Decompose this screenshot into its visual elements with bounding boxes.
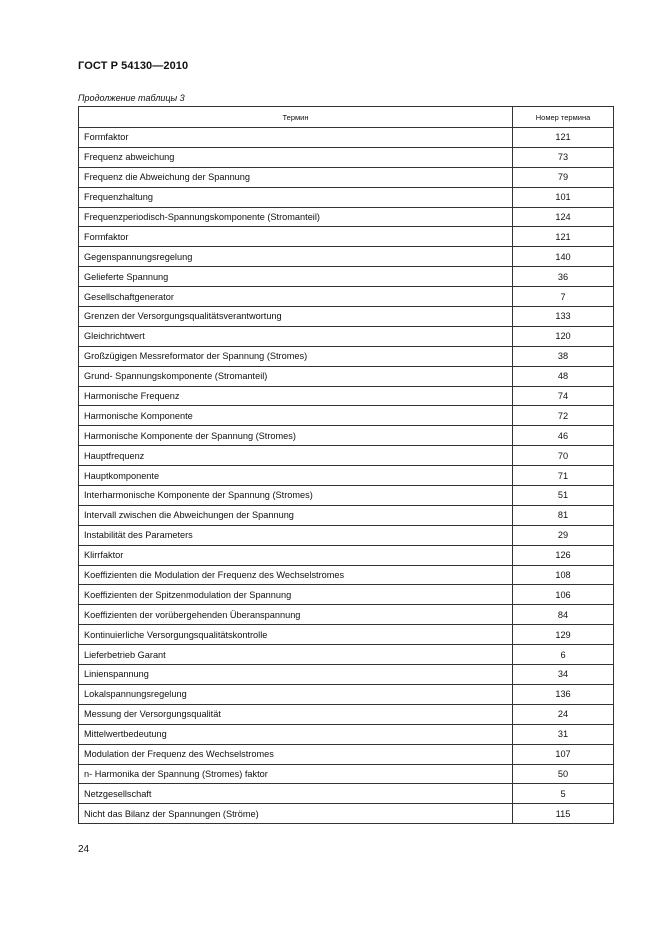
term-cell: Grund- Spannungskomponente (Stromanteil) <box>79 366 513 386</box>
term-cell: Lieferbetrieb Garant <box>79 645 513 665</box>
table-row <box>79 207 614 227</box>
term-number-cell: 115 <box>513 804 614 824</box>
table-row <box>79 724 614 744</box>
term-number-cell: 5 <box>513 784 614 804</box>
table-row <box>79 287 614 307</box>
table-row <box>79 426 614 446</box>
term-number-cell: 24 <box>513 704 614 724</box>
table-row <box>79 665 614 685</box>
table-row <box>79 406 614 426</box>
term-number-cell: 71 <box>513 466 614 486</box>
term-cell: Netzgesellschaft <box>79 784 513 804</box>
table-row <box>79 684 614 704</box>
term-number-cell: 51 <box>513 486 614 506</box>
term-number-cell: 50 <box>513 764 614 784</box>
term-number-cell: 120 <box>513 326 614 346</box>
table-row <box>79 804 614 824</box>
term-cell: Intervall zwischen die Abweichungen der Spannung <box>79 505 513 525</box>
column-header-term: Термин <box>79 107 513 128</box>
term-cell: Harmonische Frequenz <box>79 386 513 406</box>
term-cell: Instabilität des Parameters <box>79 525 513 545</box>
term-number-cell: 106 <box>513 585 614 605</box>
table-row <box>79 267 614 287</box>
term-cell: Frequenzhaltung <box>79 187 513 207</box>
term-cell: Großzügigen Messreformator der Spannung (Stromes) <box>79 346 513 366</box>
term-number-cell: 124 <box>513 207 614 227</box>
table-row <box>79 446 614 466</box>
table-row <box>79 605 614 625</box>
table-row <box>79 744 614 764</box>
term-number-cell: 31 <box>513 724 614 744</box>
term-cell: n- Harmonika der Spannung (Stromes) faktor <box>79 764 513 784</box>
term-cell: Lokalspannungsregelung <box>79 684 513 704</box>
column-header-number: Номер термина <box>513 107 614 128</box>
term-number-cell: 129 <box>513 625 614 645</box>
table-row <box>79 486 614 506</box>
term-number-cell: 73 <box>513 147 614 167</box>
term-cell: Harmonische Komponente <box>79 406 513 426</box>
term-number-cell: 81 <box>513 505 614 525</box>
term-number-cell: 46 <box>513 426 614 446</box>
term-number-cell: 136 <box>513 684 614 704</box>
document-header: ГОСТ Р 54130—2010 <box>78 60 189 72</box>
term-cell: Gelieferte Spannung <box>79 267 513 287</box>
term-number-cell: 7 <box>513 287 614 307</box>
table-row <box>79 545 614 565</box>
term-number-cell: 126 <box>513 545 614 565</box>
table-row <box>79 307 614 327</box>
table-row <box>79 366 614 386</box>
term-number-cell: 133 <box>513 307 614 327</box>
table-row <box>79 784 614 804</box>
term-number-cell: 36 <box>513 267 614 287</box>
table-row <box>79 326 614 346</box>
table-row <box>79 227 614 247</box>
term-cell: Formfaktor <box>79 227 513 247</box>
term-number-cell: 121 <box>513 227 614 247</box>
term-number-cell: 84 <box>513 605 614 625</box>
term-cell: Harmonische Komponente der Spannung (Stromes) <box>79 426 513 446</box>
table-row <box>79 386 614 406</box>
term-number-cell: 79 <box>513 167 614 187</box>
term-number-cell: 29 <box>513 525 614 545</box>
table-row <box>79 346 614 366</box>
term-cell: Formfaktor <box>79 128 513 148</box>
term-number-cell: 34 <box>513 665 614 685</box>
term-cell: Gegenspannungsregelung <box>79 247 513 267</box>
term-cell: Messung der Versorgungsqualität <box>79 704 513 724</box>
term-number-cell: 70 <box>513 446 614 466</box>
term-cell: Hauptfrequenz <box>79 446 513 466</box>
term-cell: Gleichrichtwert <box>79 326 513 346</box>
term-number-cell: 107 <box>513 744 614 764</box>
term-cell: Linienspannung <box>79 665 513 685</box>
term-cell: Frequenz die Abweichung der Spannung <box>79 167 513 187</box>
table-row <box>79 187 614 207</box>
page-number: 24 <box>78 844 90 855</box>
term-cell: Frequenz abweichung <box>79 147 513 167</box>
term-number-cell: 140 <box>513 247 614 267</box>
table-row <box>79 167 614 187</box>
table-row <box>79 585 614 605</box>
terms-table <box>78 106 614 824</box>
term-cell: Kontinuierliche Versorgungsqualitätskontrolle <box>79 625 513 645</box>
term-number-cell: 121 <box>513 128 614 148</box>
table-row <box>79 625 614 645</box>
term-cell: Koeffizienten die Modulation der Frequenz des Wechselstromes <box>79 565 513 585</box>
term-cell: Grenzen der Versorgungsqualitätsverantwortung <box>79 307 513 327</box>
term-number-cell: 74 <box>513 386 614 406</box>
term-number-cell: 101 <box>513 187 614 207</box>
term-cell: Klirrfaktor <box>79 545 513 565</box>
term-number-cell: 72 <box>513 406 614 426</box>
table-row <box>79 247 614 267</box>
term-number-cell: 108 <box>513 565 614 585</box>
term-cell: Mittelwertbedeutung <box>79 724 513 744</box>
term-cell: Hauptkomponente <box>79 466 513 486</box>
term-cell: Frequenzperiodisch-Spannungskomponente (Stromanteil) <box>79 207 513 227</box>
table-row <box>79 466 614 486</box>
table-row <box>79 128 614 148</box>
term-cell: Gesellschaftgenerator <box>79 287 513 307</box>
table-row <box>79 505 614 525</box>
term-cell: Koeffizienten der Spitzenmodulation der Spannung <box>79 585 513 605</box>
term-cell: Interharmonische Komponente der Spannung (Stromes) <box>79 486 513 506</box>
table-row <box>79 525 614 545</box>
term-cell: Nicht das Bilanz der Spannungen (Ströme) <box>79 804 513 824</box>
table-row <box>79 764 614 784</box>
table-row <box>79 147 614 167</box>
table-header-row <box>79 107 614 128</box>
table-caption: Продолжение таблицы 3 <box>78 93 185 103</box>
table-body <box>79 128 614 824</box>
term-cell: Modulation der Frequenz des Wechselstromes <box>79 744 513 764</box>
term-number-cell: 48 <box>513 366 614 386</box>
term-number-cell: 6 <box>513 645 614 665</box>
term-cell: Koeffizienten der vorübergehenden Überanspannung <box>79 605 513 625</box>
table-row <box>79 704 614 724</box>
table-row <box>79 565 614 585</box>
table-row <box>79 645 614 665</box>
term-number-cell: 38 <box>513 346 614 366</box>
